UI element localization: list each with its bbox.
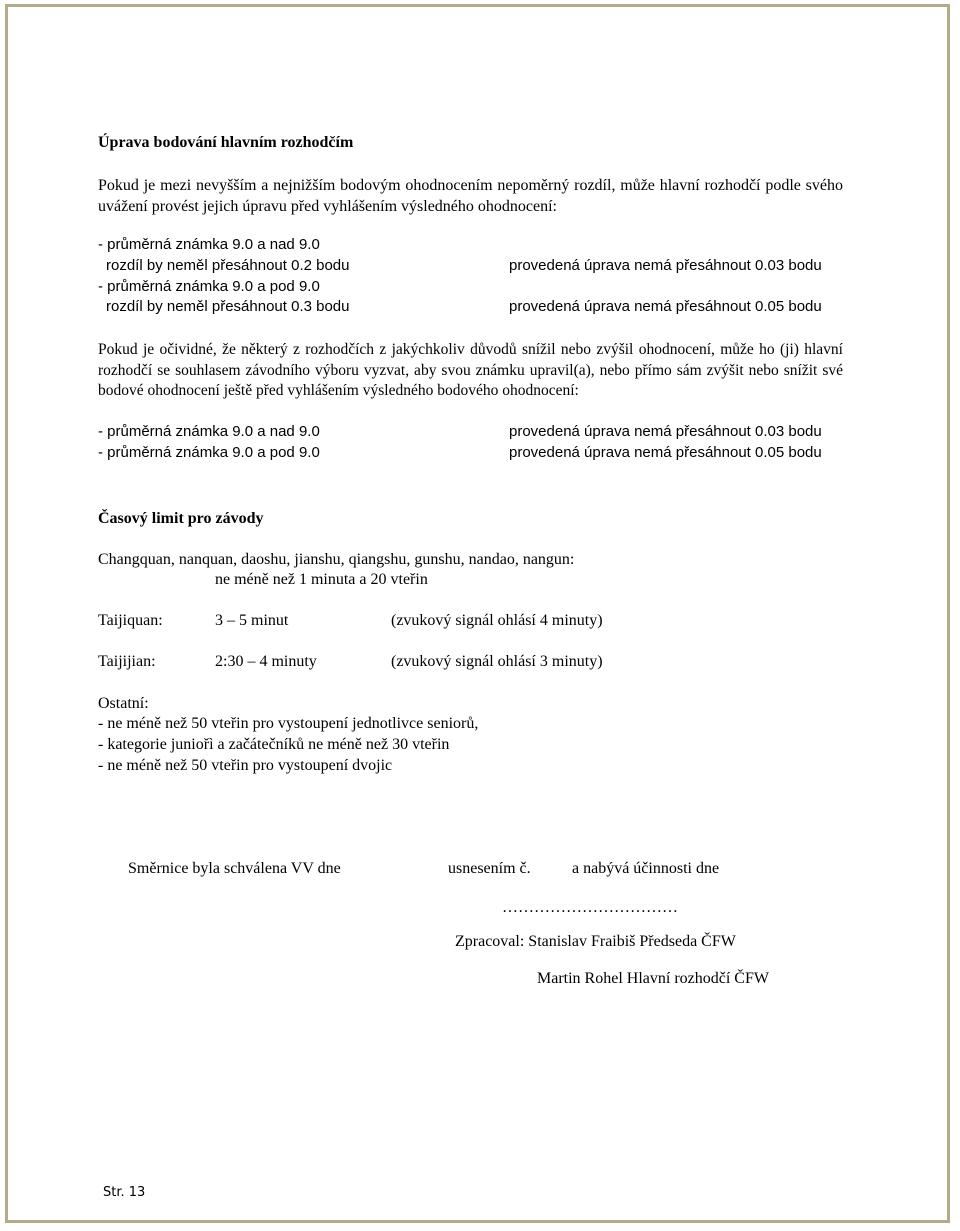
styles-limit: ne méně než 1 minuta a 20 vteřin — [215, 571, 428, 588]
other-item-2: - kategorie juniořì a začátečníků ne méně než 30 vteřin — [98, 736, 450, 753]
score-row-1: - průměrná známka 9.0 a nad 9.0 — [98, 236, 320, 253]
score-row-2-left: rozdíl by neměl přesáhnout 0.2 bodu — [106, 257, 350, 274]
second-signatory: Martin Rohel Hlavní rozhodčí ČFW — [537, 970, 769, 987]
effective-text: a nabývá účinnosti dne — [572, 860, 720, 877]
other-item-3: - ne méně než 50 vteřin pro vystoupení dvojic — [98, 757, 393, 774]
score-row-3: - průměrná známka 9.0 a pod 9.0 — [98, 278, 320, 295]
other-label: Ostatní: — [98, 695, 149, 712]
paragraph-scoring-intro: Pokud je mezi nevyšším a nejnižším bodovým ohodnocením nepoměrný rozdíl, může hlavní rozhodčí podle svého uvážení provést jejich úpravu před vyhlášením výsledného ohodnocení: — [98, 177, 843, 215]
adjust-row-2-left: - průměrná známka 9.0 a pod 9.0 — [98, 444, 320, 461]
taijiquan-note: (zvukový signál ohlásí 4 minuty) — [391, 612, 603, 629]
taijijian-label: Taijijian: — [98, 653, 156, 670]
section-heading-scoring: Úprava bodování hlavním rozhodčím — [98, 134, 354, 151]
prepared-by: Zpracoval: Stanislav Fraibiš Předseda ČFW — [455, 933, 736, 950]
page-number: Str. 13 — [103, 1185, 146, 1200]
taijiquan-time: 3 – 5 minut — [215, 612, 289, 629]
score-row-4-right: provedená úprava nemá přesáhnout 0.05 bodu — [509, 298, 822, 315]
signature-dots: …………………………… — [502, 899, 678, 916]
approval-text: Směrnice byla schválena VV dne — [128, 860, 341, 877]
taijijian-note: (zvukový signál ohlásí 3 minuty) — [391, 653, 603, 670]
resolution-text: usnesením č. — [448, 860, 531, 877]
paragraph-score-adjust: Pokud je očividné, že některý z rozhodčích z jakýchkoliv důvodů snížil nebo zvýšil ohodnocení, může ho (ji) hlavní rozhodčí se souhlasem závodního výboru vyzvat, aby svou známku upravil(a), nebo přímo sám zvýšit nebo snížit své bodové ohodnocení ještě před vyhlášením výsledného bodového ohodnocení: — [98, 341, 843, 399]
score-row-4-left: rozdíl by neměl přesáhnout 0.3 bodu — [106, 298, 350, 315]
styles-line: Changquan, nanquan, daoshu, jianshu, qiangshu, gunshu, nandao, nangun: — [98, 551, 575, 568]
adjust-row-1-left: - průměrná známka 9.0 a nad 9.0 — [98, 423, 320, 440]
score-row-2-right: provedená úprava nemá přesáhnout 0.03 bodu — [509, 257, 822, 274]
taijijian-time: 2:30 – 4 minuty — [215, 653, 317, 670]
taijiquan-label: Taijiquan: — [98, 612, 163, 629]
adjust-row-1-right: provedená úprava nemá přesáhnout 0.03 bodu — [509, 423, 822, 440]
section-heading-time-limit: Časový limit pro závody — [98, 510, 264, 527]
other-item-1: - ne méně než 50 vteřin pro vystoupení jednotlivce seniorů, — [98, 715, 479, 732]
adjust-row-2-right: provedená úprava nemá přesáhnout 0.05 bodu — [509, 444, 822, 461]
